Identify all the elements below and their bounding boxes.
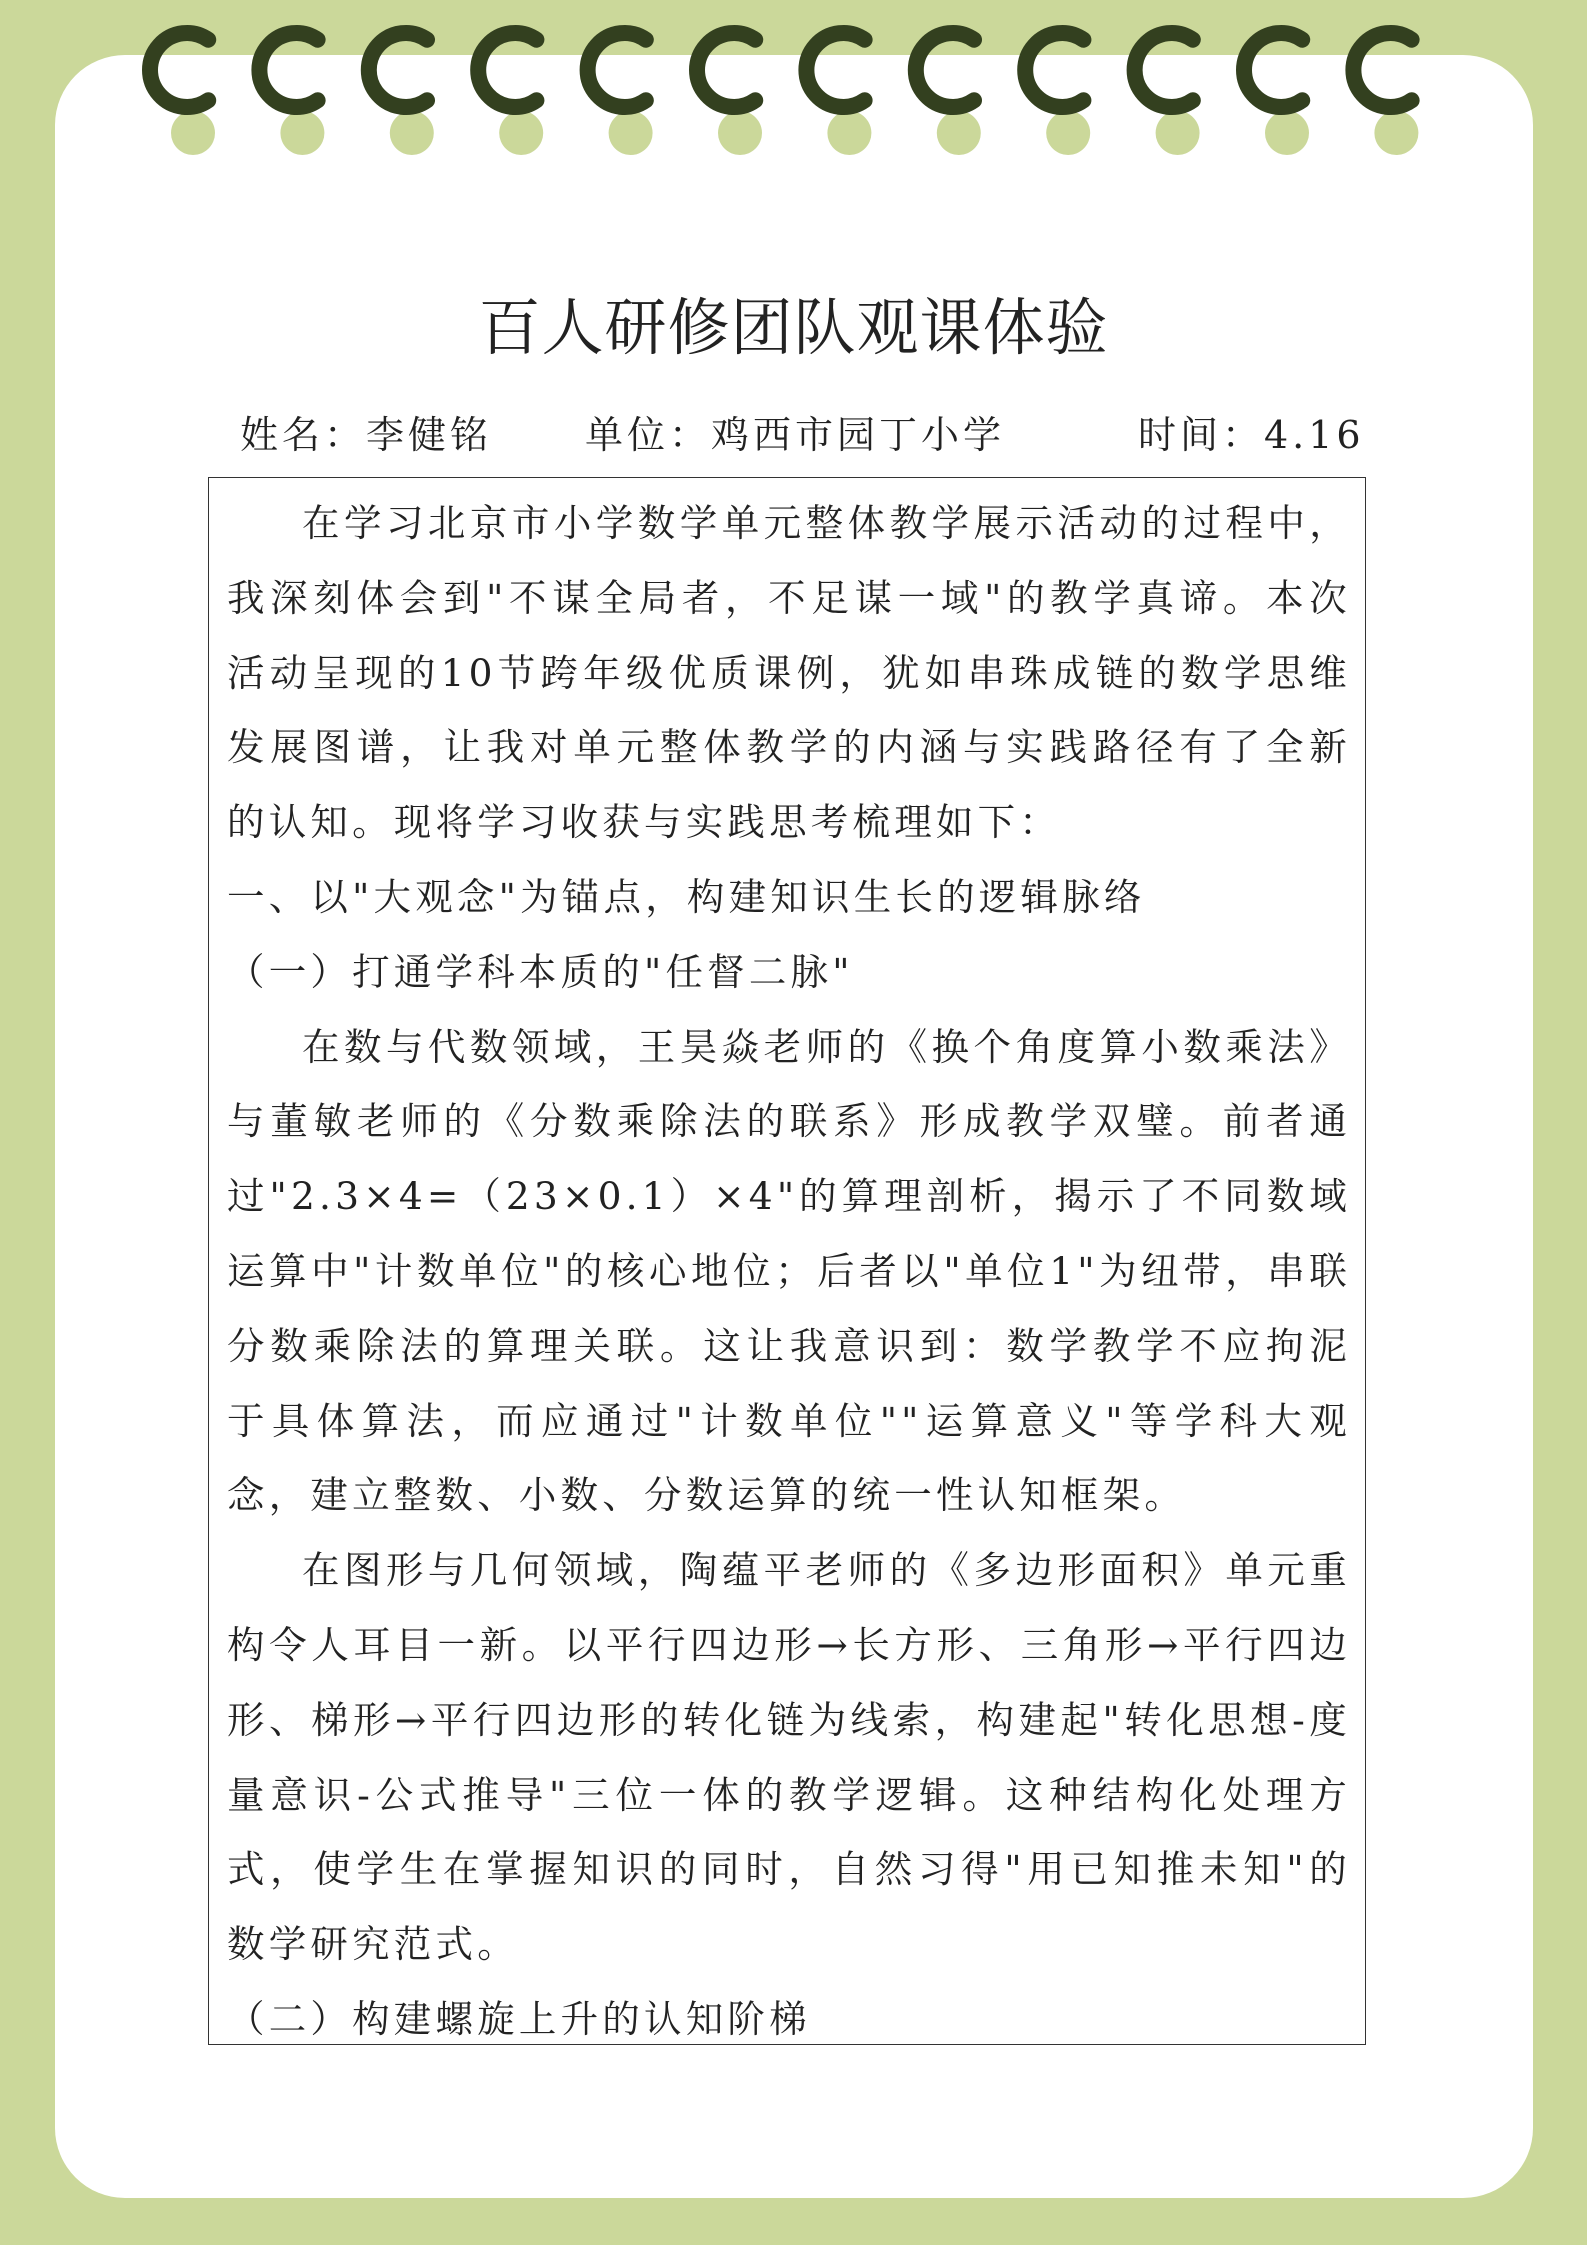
binder-ring-icon [1135,33,1200,155]
binder-rings-graphic [0,0,1587,180]
punch-hole [280,111,324,155]
punch-hole [499,111,543,155]
punch-hole [718,111,762,155]
page-title: 百人研修团队观课体验 [478,291,1109,364]
binder-ring-icon [806,33,871,155]
punch-hole [1156,111,1200,155]
binder-ring-icon [259,33,324,155]
binder-ring-icon [478,33,543,155]
punch-hole [827,111,871,155]
ring-arc [369,33,427,107]
subsection-heading-1: （一）打通学科本质的"任督二脉" [227,949,854,994]
ring-arc [1244,33,1302,107]
ring-arc [806,33,864,107]
ring-arc [259,33,317,107]
binder-ring-icon [916,33,981,155]
ring-arc [588,33,646,107]
punch-hole [1046,111,1090,155]
punch-hole [1265,111,1309,155]
ring-arc [1135,33,1193,107]
ring-arc [1025,33,1083,107]
punch-hole [937,111,981,155]
ring-arc [478,33,536,107]
paragraph-intro: 在学习北京市小学数学单元整体教学展示活动的过程中，我深刻体会到"不谋全局者，不足谋一域"的教学真谛。本次活动呈现的10节跨年级优质课例，犹如串珠成链的数学思维发展图谱，让我对单元整体教学的内涵与实践路径有了全新的认知。现将学习收获与实践思考梳理如下： [227,501,1351,845]
punch-hole [1374,111,1418,155]
author-name: 姓名：李健铭 [240,413,493,457]
binder-ring-icon [588,33,653,155]
ring-arc [697,33,755,107]
ring-arc [150,33,208,107]
author-unit: 单位：鸡西市园丁小学 [585,413,1006,457]
ring-arc [1353,33,1411,107]
binder-ring-icon [369,33,434,155]
binder-ring-icon [1244,33,1309,155]
binder-ring-icon [697,33,762,155]
essay-body [227,486,1351,2057]
ring-arc [916,33,974,107]
binder-ring-icon [150,33,215,155]
paragraph-number-algebra: 在数与代数领域，王昊焱老师的《换个角度算小数乘法》与董敏老师的《分数乘除法的联系》形成教学双璧。前者通过"2.3×4=（23×0.1）×4"的算理剖析，揭示了不同数域运算中"计数单位"的核心地位；后者以"单位1"为纽带，串联分数乘除法的算理关联。这让我意识到：数学教学不应拘泥于具体算法，而应通过"计数单位""运算意义"等学科大观念，建立整数、小数、分数运算的统一性认知框架。 [227,1024,1351,1518]
punch-hole [390,111,434,155]
punch-hole [609,111,653,155]
subsection-heading-2: （二）构建螺旋上升的认知阶梯 [227,1996,811,2041]
punch-hole [171,111,215,155]
section-heading-1: 一、以"大观念"为锚点，构建知识生长的逻辑脉络 [227,874,1146,919]
content-frame [208,477,1366,2045]
date-label: 时间：4.16 [1138,413,1365,457]
binder-ring-icon [1025,33,1090,155]
binder-rings [0,0,1587,180]
paragraph-geometry: 在图形与几何领域，陶蕴平老师的《多边形面积》单元重构令人耳目一新。以平行四边形→长方形、三角形→平行四边形、梯形→平行四边形的转化链为线索，构建起"转化思想-度量意识-公式推导"三位一体的教学逻辑。这种结构化处理方式，使学生在掌握知识的同时，自然习得"用已知推未知"的数学研究范式。 [227,1548,1351,1967]
binder-ring-icon [1353,33,1418,155]
